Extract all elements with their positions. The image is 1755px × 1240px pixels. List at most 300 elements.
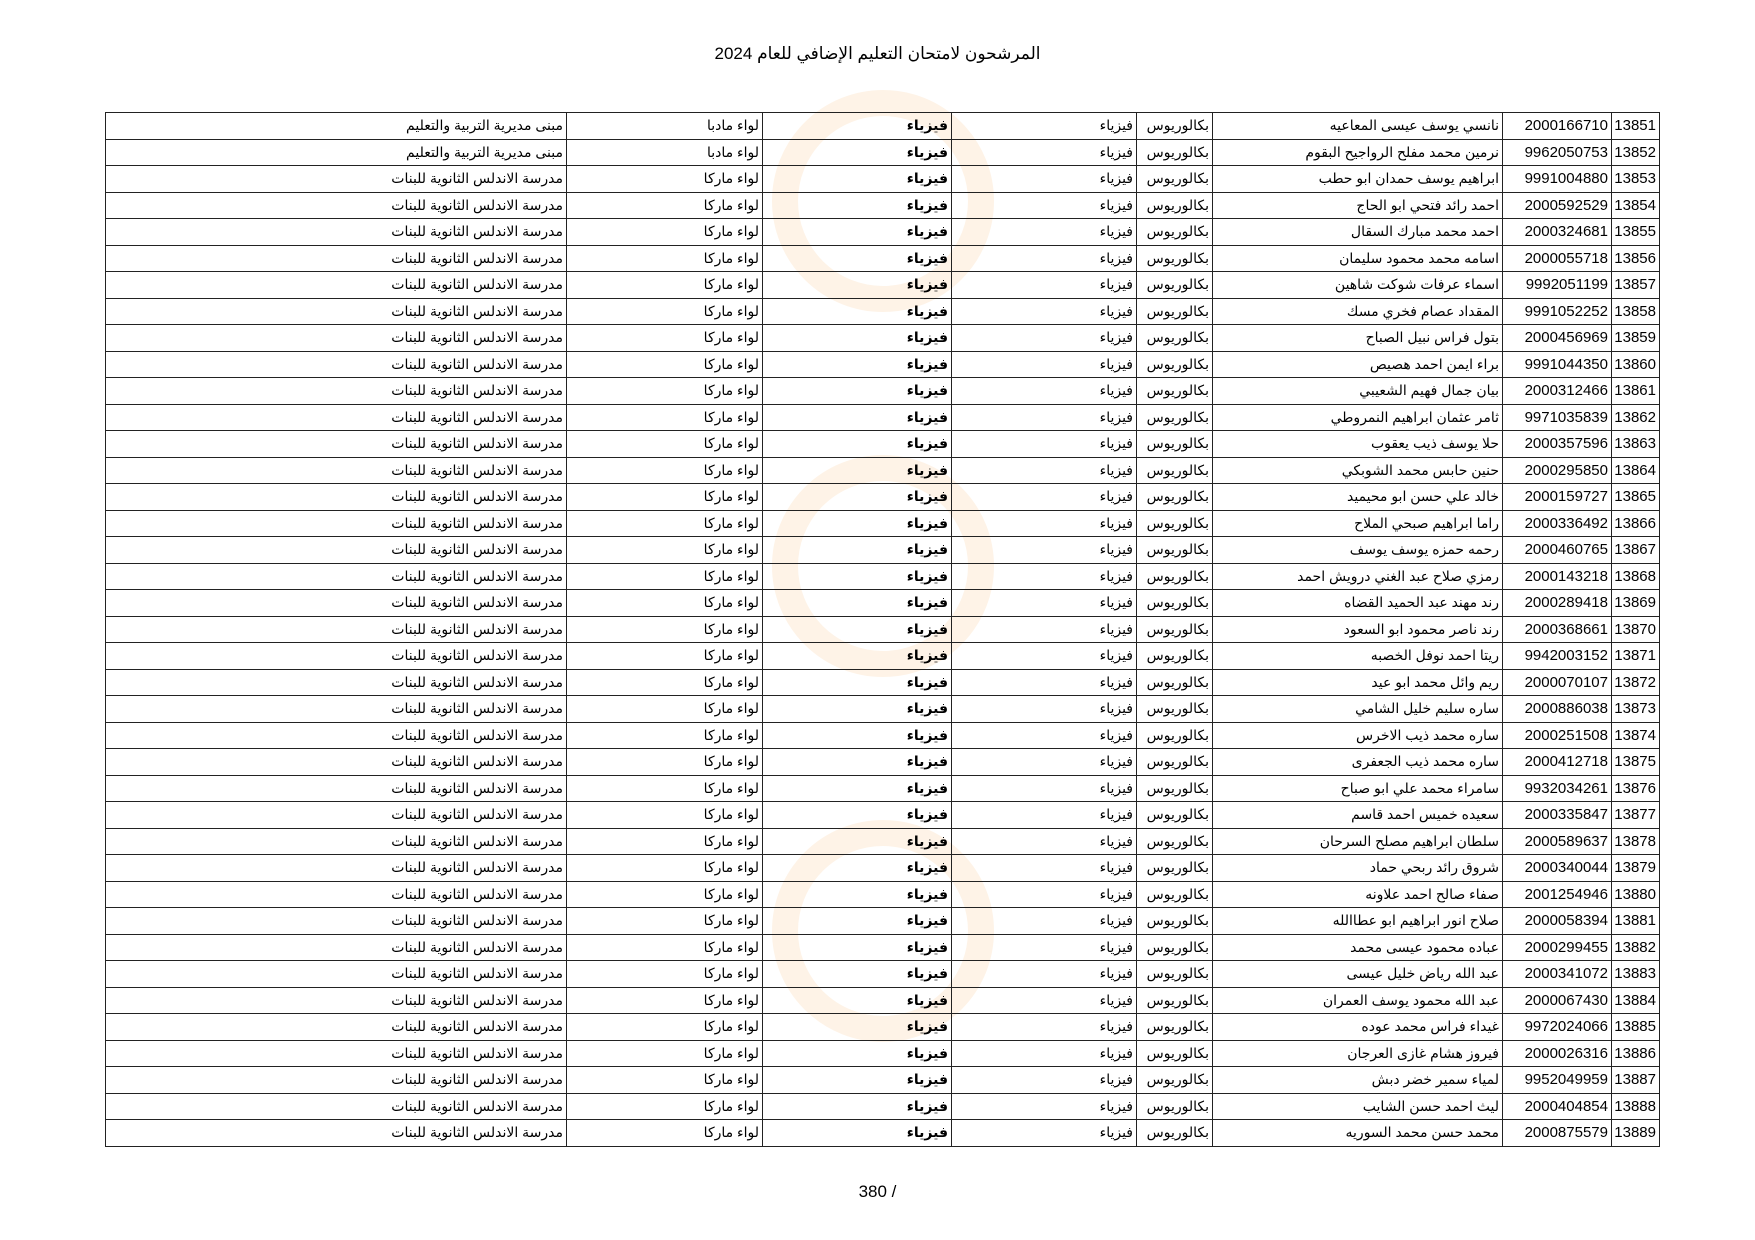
cell-district: لواء ماركا — [567, 1067, 763, 1094]
cell-national-no: 2000875579 — [1503, 1120, 1612, 1147]
table-row — [106, 484, 1660, 511]
cell-subject: فيزياء — [763, 510, 952, 537]
cell-id: 13874 — [1612, 722, 1660, 749]
cell-name: راما ابراهيم صبحي الملاح — [1213, 510, 1503, 537]
cell-national-no: 9972024066 — [1503, 1014, 1612, 1041]
cell-subject: فيزياء — [763, 828, 952, 855]
cell-subject: فيزياء — [763, 934, 952, 961]
cell-specialization: فيزياء — [952, 1014, 1137, 1041]
cell-id: 13873 — [1612, 696, 1660, 723]
cell-center: مدرسة الاندلس الثانوية للبنات — [106, 669, 567, 696]
cell-specialization: فيزياء — [952, 881, 1137, 908]
cell-degree: بكالوريوس — [1137, 219, 1213, 246]
page-number: 380 / — [858, 1182, 897, 1201]
cell-national-no: 2000058394 — [1503, 908, 1612, 935]
cell-center: مدرسة الاندلس الثانوية للبنات — [106, 272, 567, 299]
cell-name: شروق رائد ربحي حماد — [1213, 855, 1503, 882]
cell-subject: فيزياء — [763, 722, 952, 749]
cell-id: 13851 — [1612, 113, 1660, 140]
cell-national-no: 2001254946 — [1503, 881, 1612, 908]
table-row — [106, 563, 1660, 590]
cell-district: لواء ماركا — [567, 537, 763, 564]
cell-subject: فيزياء — [763, 245, 952, 272]
cell-national-no: 9942003152 — [1503, 643, 1612, 670]
table-row — [106, 1014, 1660, 1041]
cell-national-no: 9991044350 — [1503, 351, 1612, 378]
cell-district: لواء ماركا — [567, 855, 763, 882]
cell-subject: فيزياء — [763, 484, 952, 511]
cell-id: 13887 — [1612, 1067, 1660, 1094]
cell-id: 13865 — [1612, 484, 1660, 511]
table-row — [106, 934, 1660, 961]
cell-specialization: فيزياء — [952, 113, 1137, 140]
table-row — [106, 802, 1660, 829]
cell-center: مدرسة الاندلس الثانوية للبنات — [106, 484, 567, 511]
cell-name: اسماء عرفات شوكت شاهين — [1213, 272, 1503, 299]
cell-degree: بكالوريوس — [1137, 563, 1213, 590]
cell-center: مدرسة الاندلس الثانوية للبنات — [106, 961, 567, 988]
cell-district: لواء ماركا — [567, 457, 763, 484]
candidates-table — [105, 112, 1660, 1147]
cell-id: 13852 — [1612, 139, 1660, 166]
cell-specialization: فيزياء — [952, 139, 1137, 166]
cell-name: رحمه حمزه يوسف يوسف — [1213, 537, 1503, 564]
cell-specialization: فيزياء — [952, 987, 1137, 1014]
cell-id: 13858 — [1612, 298, 1660, 325]
cell-district: لواء ماركا — [567, 272, 763, 299]
cell-degree: بكالوريوس — [1137, 855, 1213, 882]
cell-national-no: 9992051199 — [1503, 272, 1612, 299]
cell-degree: بكالوريوس — [1137, 775, 1213, 802]
cell-degree: بكالوريوس — [1137, 1067, 1213, 1094]
cell-name: سعيده خميس احمد قاسم — [1213, 802, 1503, 829]
cell-national-no: 2000312466 — [1503, 378, 1612, 405]
table-row — [106, 590, 1660, 617]
cell-name: رمزي صلاح عبد الغني درويش احمد — [1213, 563, 1503, 590]
cell-id: 13860 — [1612, 351, 1660, 378]
table-row — [106, 643, 1660, 670]
cell-id: 13879 — [1612, 855, 1660, 882]
cell-id: 13857 — [1612, 272, 1660, 299]
cell-specialization: فيزياء — [952, 855, 1137, 882]
cell-district: لواء ماركا — [567, 722, 763, 749]
cell-center: مدرسة الاندلس الثانوية للبنات — [106, 1093, 567, 1120]
table-row — [106, 1093, 1660, 1120]
table-row — [106, 325, 1660, 352]
cell-subject: فيزياء — [763, 749, 952, 776]
cell-specialization: فيزياء — [952, 457, 1137, 484]
cell-subject: فيزياء — [763, 1093, 952, 1120]
cell-specialization: فيزياء — [952, 510, 1137, 537]
cell-national-no: 9991052252 — [1503, 298, 1612, 325]
cell-center: مبنى مديرية التربية والتعليم — [106, 139, 567, 166]
cell-degree: بكالوريوس — [1137, 669, 1213, 696]
cell-center: مدرسة الاندلس الثانوية للبنات — [106, 1067, 567, 1094]
cell-district: لواء ماركا — [567, 510, 763, 537]
cell-center: مدرسة الاندلس الثانوية للبنات — [106, 378, 567, 405]
cell-name: سلطان ابراهيم مصلح السرحان — [1213, 828, 1503, 855]
cell-subject: فيزياء — [763, 802, 952, 829]
table-row — [106, 1120, 1660, 1147]
table-row — [106, 775, 1660, 802]
cell-national-no: 9962050753 — [1503, 139, 1612, 166]
cell-name: حلا يوسف ذيب يعقوب — [1213, 431, 1503, 458]
cell-district: لواء ماركا — [567, 908, 763, 935]
cell-degree: بكالوريوس — [1137, 431, 1213, 458]
table-row — [106, 696, 1660, 723]
cell-id: 13871 — [1612, 643, 1660, 670]
table-row — [106, 881, 1660, 908]
cell-subject: فيزياء — [763, 669, 952, 696]
cell-national-no: 9971035839 — [1503, 404, 1612, 431]
cell-district: لواء ماركا — [567, 1040, 763, 1067]
cell-specialization: فيزياء — [952, 563, 1137, 590]
cell-name: سامراء محمد علي ابو صباح — [1213, 775, 1503, 802]
cell-national-no: 2000404854 — [1503, 1093, 1612, 1120]
cell-subject: فيزياء — [763, 563, 952, 590]
cell-id: 13886 — [1612, 1040, 1660, 1067]
cell-specialization: فيزياء — [952, 802, 1137, 829]
cell-center: مدرسة الاندلس الثانوية للبنات — [106, 908, 567, 935]
cell-center: مدرسة الاندلس الثانوية للبنات — [106, 563, 567, 590]
cell-specialization: فيزياء — [952, 1093, 1137, 1120]
cell-id: 13882 — [1612, 934, 1660, 961]
cell-district: لواء ماركا — [567, 828, 763, 855]
cell-name: ثامر عثمان ابراهيم النمروطي — [1213, 404, 1503, 431]
table-row — [106, 166, 1660, 193]
cell-national-no: 2000166710 — [1503, 113, 1612, 140]
cell-name: بيان جمال فهيم الشعيبي — [1213, 378, 1503, 405]
cell-subject: فيزياء — [763, 166, 952, 193]
cell-degree: بكالوريوس — [1137, 245, 1213, 272]
cell-national-no: 2000340044 — [1503, 855, 1612, 882]
cell-name: عبد الله محمود يوسف العمران — [1213, 987, 1503, 1014]
cell-district: لواء ماركا — [567, 298, 763, 325]
table-row — [106, 510, 1660, 537]
cell-national-no: 2000886038 — [1503, 696, 1612, 723]
cell-name: صلاح انور ابراهيم ابو عطاالله — [1213, 908, 1503, 935]
cell-center: مدرسة الاندلس الثانوية للبنات — [106, 934, 567, 961]
cell-center: مدرسة الاندلس الثانوية للبنات — [106, 722, 567, 749]
cell-national-no: 2000357596 — [1503, 431, 1612, 458]
cell-district: لواء ماركا — [567, 166, 763, 193]
cell-name: ريم وائل محمد ابو عيد — [1213, 669, 1503, 696]
cell-district: لواء ماركا — [567, 1120, 763, 1147]
cell-district: لواء ماركا — [567, 1093, 763, 1120]
cell-id: 13878 — [1612, 828, 1660, 855]
cell-name: ساره سليم خليل الشامي — [1213, 696, 1503, 723]
cell-id: 13869 — [1612, 590, 1660, 617]
cell-center: مدرسة الاندلس الثانوية للبنات — [106, 828, 567, 855]
cell-specialization: فيزياء — [952, 245, 1137, 272]
table-row — [106, 351, 1660, 378]
cell-degree: بكالوريوس — [1137, 828, 1213, 855]
cell-name: عبد الله رياض خليل عيسى — [1213, 961, 1503, 988]
cell-degree: بكالوريوس — [1137, 1014, 1213, 1041]
cell-district: لواء ماركا — [567, 431, 763, 458]
cell-specialization: فيزياء — [952, 404, 1137, 431]
cell-degree: بكالوريوس — [1137, 1040, 1213, 1067]
cell-subject: فيزياء — [763, 616, 952, 643]
cell-name: غيداء فراس محمد عوده — [1213, 1014, 1503, 1041]
cell-degree: بكالوريوس — [1137, 351, 1213, 378]
cell-id: 13855 — [1612, 219, 1660, 246]
cell-center: مدرسة الاندلس الثانوية للبنات — [106, 643, 567, 670]
cell-center: مدرسة الاندلس الثانوية للبنات — [106, 404, 567, 431]
cell-specialization: فيزياء — [952, 590, 1137, 617]
cell-id: 13877 — [1612, 802, 1660, 829]
cell-subject: فيزياء — [763, 1014, 952, 1041]
cell-national-no: 2000299455 — [1503, 934, 1612, 961]
cell-degree: بكالوريوس — [1137, 537, 1213, 564]
cell-district: لواء ماركا — [567, 616, 763, 643]
table-row — [106, 961, 1660, 988]
cell-degree: بكالوريوس — [1137, 1120, 1213, 1147]
cell-id: 13883 — [1612, 961, 1660, 988]
cell-center: مدرسة الاندلس الثانوية للبنات — [106, 166, 567, 193]
cell-specialization: فيزياء — [952, 325, 1137, 352]
cell-specialization: فيزياء — [952, 749, 1137, 776]
cell-name: رند مهند عبد الحميد القضاه — [1213, 590, 1503, 617]
cell-id: 13863 — [1612, 431, 1660, 458]
cell-district: لواء ماركا — [567, 245, 763, 272]
cell-district: لواء ماركا — [567, 934, 763, 961]
cell-degree: بكالوريوس — [1137, 643, 1213, 670]
table-row — [106, 1040, 1660, 1067]
cell-center: مدرسة الاندلس الثانوية للبنات — [106, 775, 567, 802]
cell-national-no: 2000324681 — [1503, 219, 1612, 246]
cell-degree: بكالوريوس — [1137, 696, 1213, 723]
cell-specialization: فيزياء — [952, 669, 1137, 696]
cell-national-no: 2000251508 — [1503, 722, 1612, 749]
cell-specialization: فيزياء — [952, 1067, 1137, 1094]
cell-id: 13854 — [1612, 192, 1660, 219]
cell-national-no: 2000070107 — [1503, 669, 1612, 696]
cell-national-no: 2000143218 — [1503, 563, 1612, 590]
cell-id: 13880 — [1612, 881, 1660, 908]
cell-subject: فيزياء — [763, 272, 952, 299]
cell-specialization: فيزياء — [952, 934, 1137, 961]
cell-subject: فيزياء — [763, 855, 952, 882]
cell-district: لواء ماركا — [567, 643, 763, 670]
cell-district: لواء ماركا — [567, 378, 763, 405]
cell-center: مدرسة الاندلس الثانوية للبنات — [106, 219, 567, 246]
cell-name: ابراهيم يوسف حمدان ابو حطب — [1213, 166, 1503, 193]
cell-degree: بكالوريوس — [1137, 1093, 1213, 1120]
cell-national-no: 2000336492 — [1503, 510, 1612, 537]
cell-name: ليث احمد حسن الشايب — [1213, 1093, 1503, 1120]
table-row — [106, 219, 1660, 246]
cell-specialization: فيزياء — [952, 378, 1137, 405]
table-row — [106, 749, 1660, 776]
cell-national-no: 9991004880 — [1503, 166, 1612, 193]
cell-id: 13885 — [1612, 1014, 1660, 1041]
cell-subject: فيزياء — [763, 298, 952, 325]
cell-degree: بكالوريوس — [1137, 934, 1213, 961]
table-row — [106, 457, 1660, 484]
cell-district: لواء ماركا — [567, 351, 763, 378]
cell-degree: بكالوريوس — [1137, 378, 1213, 405]
cell-specialization: فيزياء — [952, 192, 1137, 219]
cell-degree: بكالوريوس — [1137, 166, 1213, 193]
cell-district: لواء مادبا — [567, 139, 763, 166]
table-row — [106, 139, 1660, 166]
cell-degree: بكالوريوس — [1137, 749, 1213, 776]
cell-degree: بكالوريوس — [1137, 404, 1213, 431]
cell-national-no: 2000335847 — [1503, 802, 1612, 829]
cell-center: مدرسة الاندلس الثانوية للبنات — [106, 1120, 567, 1147]
cell-district: لواء ماركا — [567, 775, 763, 802]
cell-center: مدرسة الاندلس الثانوية للبنات — [106, 537, 567, 564]
cell-national-no: 2000026316 — [1503, 1040, 1612, 1067]
cell-national-no: 2000295850 — [1503, 457, 1612, 484]
cell-name: ساره محمد ذيب الجعفرى — [1213, 749, 1503, 776]
cell-national-no: 9952049959 — [1503, 1067, 1612, 1094]
cell-specialization: فيزياء — [952, 828, 1137, 855]
table-row — [106, 1067, 1660, 1094]
cell-district: لواء ماركا — [567, 219, 763, 246]
cell-name: احمد رائد فتحي ابو الحاج — [1213, 192, 1503, 219]
table-row — [106, 828, 1660, 855]
table-row — [106, 431, 1660, 458]
cell-district: لواء ماركا — [567, 987, 763, 1014]
cell-id: 13876 — [1612, 775, 1660, 802]
table-row — [106, 537, 1660, 564]
cell-national-no: 2000592529 — [1503, 192, 1612, 219]
cell-national-no: 2000341072 — [1503, 961, 1612, 988]
cell-center: مدرسة الاندلس الثانوية للبنات — [106, 1014, 567, 1041]
cell-specialization: فيزياء — [952, 537, 1137, 564]
cell-national-no: 2000412718 — [1503, 749, 1612, 776]
cell-specialization: فيزياء — [952, 643, 1137, 670]
cell-id: 13881 — [1612, 908, 1660, 935]
cell-subject: فيزياء — [763, 325, 952, 352]
cell-center: مدرسة الاندلس الثانوية للبنات — [106, 855, 567, 882]
table-row — [106, 404, 1660, 431]
cell-subject: فيزياء — [763, 113, 952, 140]
cell-subject: فيزياء — [763, 1040, 952, 1067]
cell-district: لواء ماركا — [567, 961, 763, 988]
cell-id: 13856 — [1612, 245, 1660, 272]
cell-name: خالد علي حسن ابو محيميد — [1213, 484, 1503, 511]
cell-subject: فيزياء — [763, 404, 952, 431]
cell-subject: فيزياء — [763, 192, 952, 219]
cell-specialization: فيزياء — [952, 351, 1137, 378]
cell-center: مدرسة الاندلس الثانوية للبنات — [106, 325, 567, 352]
cell-degree: بكالوريوس — [1137, 802, 1213, 829]
cell-specialization: فيزياء — [952, 166, 1137, 193]
cell-name: ريتا احمد نوفل الخصبه — [1213, 643, 1503, 670]
cell-district: لواء ماركا — [567, 696, 763, 723]
cell-name: صفاء صالح احمد علاونه — [1213, 881, 1503, 908]
cell-district: لواء ماركا — [567, 802, 763, 829]
cell-subject: فيزياء — [763, 881, 952, 908]
cell-center: مدرسة الاندلس الثانوية للبنات — [106, 802, 567, 829]
table-row — [106, 616, 1660, 643]
cell-district: لواء مادبا — [567, 113, 763, 140]
cell-specialization: فيزياء — [952, 616, 1137, 643]
cell-center: مدرسة الاندلس الثانوية للبنات — [106, 245, 567, 272]
cell-national-no: 2000460765 — [1503, 537, 1612, 564]
cell-degree: بكالوريوس — [1137, 113, 1213, 140]
cell-national-no: 2000589637 — [1503, 828, 1612, 855]
cell-degree: بكالوريوس — [1137, 272, 1213, 299]
cell-id: 13875 — [1612, 749, 1660, 776]
cell-subject: فيزياء — [763, 1067, 952, 1094]
cell-district: لواء ماركا — [567, 192, 763, 219]
cell-name: نانسي يوسف عيسى المعاعيه — [1213, 113, 1503, 140]
cell-center: مدرسة الاندلس الثانوية للبنات — [106, 298, 567, 325]
table-row — [106, 245, 1660, 272]
cell-id: 13861 — [1612, 378, 1660, 405]
cell-specialization: فيزياء — [952, 908, 1137, 935]
cell-specialization: فيزياء — [952, 961, 1137, 988]
cell-id: 13868 — [1612, 563, 1660, 590]
cell-specialization: فيزياء — [952, 431, 1137, 458]
cell-subject: فيزياء — [763, 775, 952, 802]
cell-id: 13864 — [1612, 457, 1660, 484]
cell-name: احمد محمد مبارك السقال — [1213, 219, 1503, 246]
cell-subject: فيزياء — [763, 431, 952, 458]
cell-specialization: فيزياء — [952, 722, 1137, 749]
cell-district: لواء ماركا — [567, 669, 763, 696]
cell-center: مدرسة الاندلس الثانوية للبنات — [106, 749, 567, 776]
cell-district: لواء ماركا — [567, 563, 763, 590]
cell-degree: بكالوريوس — [1137, 590, 1213, 617]
cell-id: 13888 — [1612, 1093, 1660, 1120]
cell-district: لواء ماركا — [567, 404, 763, 431]
cell-id: 13866 — [1612, 510, 1660, 537]
cell-degree: بكالوريوس — [1137, 139, 1213, 166]
cell-degree: بكالوريوس — [1137, 961, 1213, 988]
cell-center: مدرسة الاندلس الثانوية للبنات — [106, 1040, 567, 1067]
table-row — [106, 722, 1660, 749]
cell-subject: فيزياء — [763, 590, 952, 617]
cell-degree: بكالوريوس — [1137, 987, 1213, 1014]
cell-degree: بكالوريوس — [1137, 908, 1213, 935]
cell-specialization: فيزياء — [952, 775, 1137, 802]
cell-degree: بكالوريوس — [1137, 510, 1213, 537]
cell-national-no: 9932034261 — [1503, 775, 1612, 802]
cell-national-no: 2000368661 — [1503, 616, 1612, 643]
cell-specialization: فيزياء — [952, 484, 1137, 511]
table-row — [106, 192, 1660, 219]
table-row — [106, 272, 1660, 299]
cell-degree: بكالوريوس — [1137, 881, 1213, 908]
cell-center: مدرسة الاندلس الثانوية للبنات — [106, 987, 567, 1014]
cell-subject: فيزياء — [763, 908, 952, 935]
cell-national-no: 2000456969 — [1503, 325, 1612, 352]
cell-specialization: فيزياء — [952, 272, 1137, 299]
table-row — [106, 298, 1660, 325]
cell-name: فيروز هشام غازى العرجان — [1213, 1040, 1503, 1067]
cell-name: بتول فراس نبيل الصباح — [1213, 325, 1503, 352]
cell-national-no: 2000055718 — [1503, 245, 1612, 272]
cell-subject: فيزياء — [763, 219, 952, 246]
cell-district: لواء ماركا — [567, 590, 763, 617]
page-title: المرشحون لامتحان التعليم الإضافي للعام 2024 — [714, 44, 1041, 63]
table-row — [106, 378, 1660, 405]
cell-national-no: 2000289418 — [1503, 590, 1612, 617]
cell-center: مدرسة الاندلس الثانوية للبنات — [106, 590, 567, 617]
cell-degree: بكالوريوس — [1137, 298, 1213, 325]
cell-center: مدرسة الاندلس الثانوية للبنات — [106, 192, 567, 219]
cell-subject: فيزياء — [763, 696, 952, 723]
cell-subject: فيزياء — [763, 961, 952, 988]
cell-degree: بكالوريوس — [1137, 722, 1213, 749]
cell-center: مبنى مديرية التربية والتعليم — [106, 113, 567, 140]
cell-name: براء ايمن احمد هصيص — [1213, 351, 1503, 378]
